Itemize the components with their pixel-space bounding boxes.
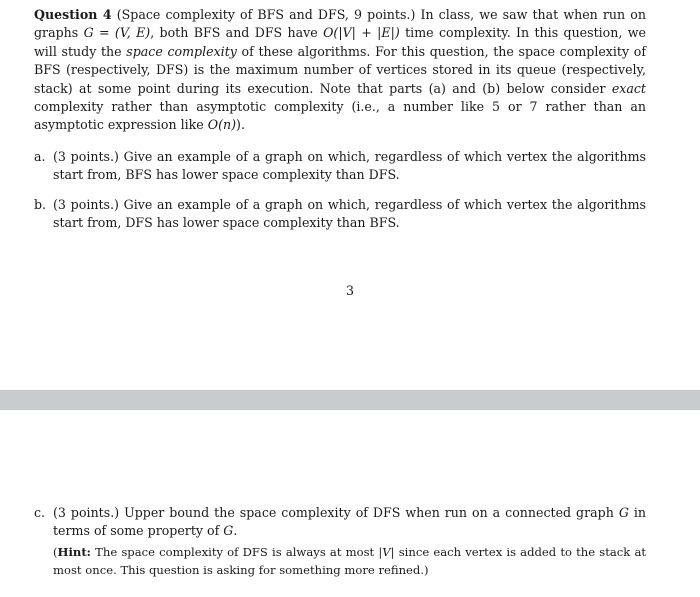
hint: (Hint: The space complexity of DFS is always at most |V| since each vertex is added to the stack at most once. This question is asking for something more refined.) xyxy=(53,545,647,577)
part-b-text: (3 points.) Give an example of a graph on which, regardless of which vertex the algorithms start from, DFS has lower space complexity than BFS. xyxy=(53,197,646,231)
part-a-text: (3 points.) Give an example of a graph on which, regardless of which vertex the algorithms start from, BFS has lower space complexity than DFS. xyxy=(53,149,646,183)
graph-definition: G = (V, E) xyxy=(83,25,151,41)
time-complexity: O(|V| + |E|) xyxy=(323,25,400,41)
part-c-text: (3 points.) Upper bound the space complexity of DFS when run on a connected graph G in terms of some property of G. xyxy=(53,505,646,539)
part-a xyxy=(34,148,646,185)
question-title: (Space complexity of BFS and DFS, 9 points.) xyxy=(116,7,416,22)
part-a-label: a. xyxy=(34,149,46,164)
space-complexity-term: space complexity xyxy=(126,43,237,59)
hint-bound: |V| xyxy=(378,545,395,559)
hint-label: Hint: xyxy=(57,545,91,559)
part-b xyxy=(34,196,646,233)
page-bottom xyxy=(0,410,700,597)
page-number: 3 xyxy=(345,283,354,298)
part-c-label: c. xyxy=(34,505,46,520)
question-label: Question 4 xyxy=(34,7,112,22)
part-c xyxy=(34,504,646,541)
question-intro: Question 4 (Space complexity of BFS and DFS, 9 points.) In class, we saw that when run on graphs G = (V, E), both BFS and DFS have O(|V| + |E|) time complexity. In this question, we will study the space complexity of these algorithms. For this question, the space complexity of BFS (respectively, DFS) is the maximum number of vertices stored in its queue (respectively, stack) at some point during its execution. Note that parts (a) and (b) below consider exact complexity rather than asymptotic complexity (i.e., a number like 5 or 7 rather than an asymptotic expression like O(n)). xyxy=(34,7,647,133)
asymptotic-example: O(n) xyxy=(207,117,237,133)
exact-term: exact xyxy=(611,80,646,96)
part-b-label: b. xyxy=(34,197,47,212)
page-separator xyxy=(0,390,700,410)
